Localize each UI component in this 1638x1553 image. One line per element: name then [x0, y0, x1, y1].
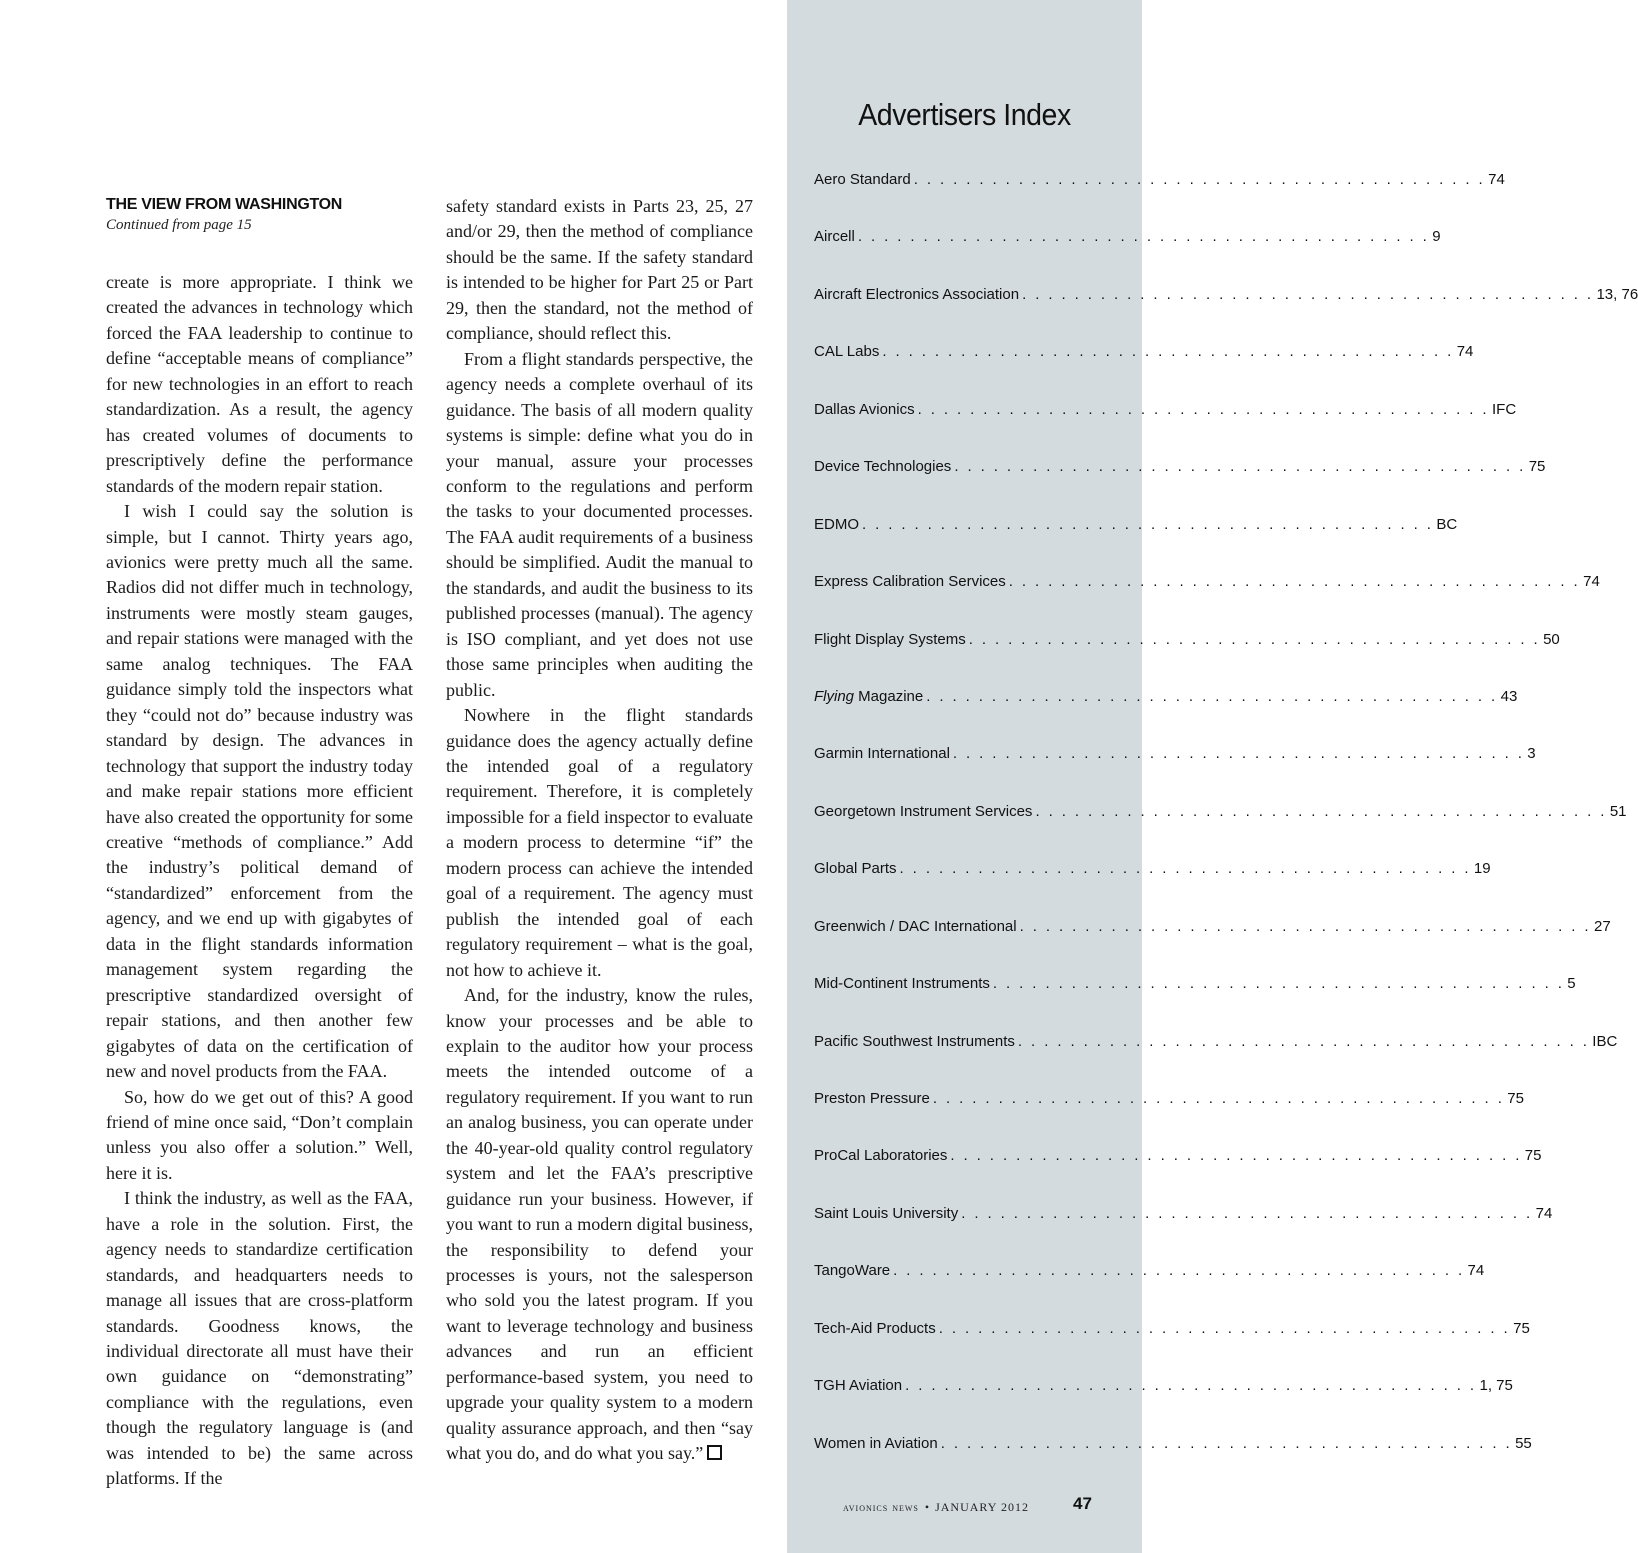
advertiser-entry	[814, 1027, 1618, 1084]
advertiser-name	[814, 1314, 936, 1344]
page-footer	[843, 1494, 1092, 1516]
advertiser-entry	[814, 682, 1518, 739]
advertiser-entry	[814, 854, 1491, 911]
advertiser-entry	[814, 1371, 1513, 1428]
paragraph: From a flight standards perspective, the agency needs a complete overhaul of its guidance. The basis of all modern quality systems is simple: define what you do in your manual, assure your processes conform to the regulations and perform the tasks to your documented processes. The FAA audit requirements of a business should be simplified. Audit the manual to the standards, and audit the business to its published processes (manual). The agency is ISO compliant, and yet does not use those same principles when auditing the public.	[446, 348, 753, 700]
dot-leader: . . . . . . . . . . . . . . . . . . . . . . . . . . . . . . . . . . . . . . . . . . . .	[862, 515, 1434, 533]
advertiser-name	[814, 625, 966, 655]
advertiser-name	[814, 1084, 930, 1114]
dot-leader: . . . . . . . . . . . . . . . . . . . . . . . . . . . . . . . . . . . . . . . . . . . .	[952, 745, 1525, 763]
paragraph: I think the industry, as well as the FAA, have a role in the solution. First, the agency needs to standardize certification standards, and headquarters needs to manage all issues that are cross-platform standards. Goodness knows, the individual directorate all must have their own guidance on “demonstrating” compliance with the regulations, even though the regulatory language is (and was intended to be) the same across platforms. If the	[106, 1188, 413, 1489]
dot-leader: . . . . . . . . . . . . . . . . . . . . . . . . . . . . . . . . . . . . . . . . . . . .	[954, 458, 1526, 476]
advertiser-name-text: Dallas Avionics	[814, 400, 915, 418]
dot-leader: . . . . . . . . . . . . . . . . . . . . . . . . . . . . . . . . . . . . . . . . . . . .	[938, 1319, 1511, 1337]
advertiser-entry	[814, 222, 1441, 279]
advertiser-name-text: ProCal Laboratories	[814, 1147, 948, 1165]
dot-leader: . . . . . . . . . . . . . . . . . . . . . . . . . . . . . . . . . . . . . . . . . . . .	[932, 1090, 1505, 1107]
advertiser-name-text: Aero Standard	[814, 171, 911, 188]
advertiser-name	[814, 1371, 902, 1401]
dot-leader: . . . . . . . . . . . . . . . . . . . . . . . . . . . . . . . . . . . . . . . . . . . .	[992, 975, 1565, 993]
issue-date: JANUARY 2012	[935, 1500, 1029, 1514]
dot-leader: . . . . . . . . . . . . . . . . . . . . . . . . . . . . . . . . . . . . . . . . . . . .	[917, 400, 1489, 418]
advertiser-entry	[814, 337, 1474, 394]
advertiser-entry	[814, 969, 1576, 1026]
advertiser-name	[814, 222, 855, 252]
advertiser-page: 75	[1524, 1147, 1542, 1165]
advertiser-name	[814, 969, 990, 999]
advertiser-page: 5	[1567, 975, 1576, 993]
advertiser-name-text: Saint Louis University	[814, 1204, 959, 1222]
dot-leader: . . . . . . . . . . . . . . . . . . . . . . . . . . . . . . . . . . . . . . . . . . . .	[905, 1377, 1477, 1395]
dot-leader: . . . . . . . . . . . . . . . . . . . . . . . . . . . . . . . . . . . . . . . . . . . .	[893, 1262, 1465, 1280]
article-column-2	[446, 194, 753, 1467]
footer-bullet: •	[924, 1500, 930, 1514]
dot-leader: . . . . . . . . . . . . . . . . . . . . . . . . . . . . . . . . . . . . . . . . . . . .	[926, 687, 1498, 705]
advertiser-name	[814, 739, 950, 769]
paragraph	[446, 983, 753, 1467]
dot-leader: . . . . . . . . . . . . . . . . . . . . . . . . . . . . . . . . . . . . . . . . . . . .	[899, 860, 1471, 878]
advertiser-entry	[814, 567, 1600, 624]
advertiser-name-text: Flight Display Systems	[814, 630, 966, 648]
advertiser-name-text: Express Calibration Services	[814, 573, 1006, 591]
advertiser-entry	[814, 739, 1536, 796]
advertiser-page: 75	[1513, 1319, 1530, 1337]
advertiser-name	[814, 452, 951, 482]
advertiser-name-text: CAL Labs	[814, 343, 880, 361]
advertiser-name-text: TangoWare	[814, 1262, 891, 1280]
advertiser-page: 50	[1543, 630, 1560, 648]
advertiser-page: 74	[1535, 1204, 1553, 1222]
advertiser-entry	[814, 395, 1517, 452]
advertiser-name-text: Aircell	[814, 228, 855, 246]
advertisers-list	[814, 165, 1638, 1486]
advertiser-name	[814, 682, 923, 712]
advertiser-page: 74	[1583, 573, 1600, 591]
advertiser-entry	[814, 1256, 1485, 1313]
advertisers-sidebar	[787, 0, 1638, 1553]
end-mark-icon	[707, 1445, 722, 1460]
advertiser-name-text: Aircraft Electronics Association	[814, 285, 1020, 303]
advertiser-page: 27	[1593, 917, 1611, 935]
dot-leader: . . . . . . . . . . . . . . . . . . . . . . . . . . . . . . . . . . . . . . . . . . . .	[940, 1434, 1513, 1452]
advertiser-entry	[814, 452, 1546, 509]
advertiser-name	[814, 797, 1032, 827]
advertiser-name	[814, 1256, 890, 1286]
advertiser-name	[814, 165, 911, 195]
advertiser-name	[814, 1429, 938, 1459]
dot-leader: . . . . . . . . . . . . . . . . . . . . . . . . . . . . . . . . . . . . . . . . . . . .	[882, 343, 1454, 361]
advertiser-page: 75	[1507, 1090, 1524, 1107]
dot-leader: . . . . . . . . . . . . . . . . . . . . . . . . . . . . . . . . . . . . . . . . . . . .	[857, 228, 1430, 246]
advertiser-page: IFC	[1491, 400, 1517, 418]
advertiser-page: 51	[1609, 802, 1627, 820]
advertiser-name	[814, 395, 915, 425]
page-number: 47	[1073, 1494, 1092, 1513]
advertiser-name-italic: Flying	[814, 687, 855, 705]
dot-leader: . . . . . . . . . . . . . . . . . . . . . . . . . . . . . . . . . . . . . . . . . . . .	[1019, 917, 1591, 935]
continued-note: Continued from page 15	[106, 217, 252, 233]
advertiser-name-text: Global Parts	[814, 860, 897, 878]
advertiser-page: 74	[1488, 171, 1505, 188]
advertiser-name-text: Georgetown Instrument Services	[814, 802, 1033, 820]
advertiser-entry	[814, 165, 1505, 222]
advertiser-name-text: TGH Aviation	[814, 1377, 903, 1395]
advertiser-name	[814, 510, 859, 540]
advertiser-page: 75	[1528, 458, 1546, 476]
advertiser-name-text: Preston Pressure	[814, 1090, 930, 1107]
paragraph-text: And, for the industry, know the rules, know your processes and be able to explain to the auditor how your process meets the intended outcome of a regulatory requirement. If you want to run an analog business, you can operate under the 40-year-old quality control regulatory system and let the FAA’s prescriptive guidance run your business. However, if you want to run a modern digital business, the responsibility to defend your processes is yours, not the salesperson who sold you the latest program. If you want to leverage technology and business advances and run an efficient performance-based system, you need to upgrade your quality system to a modern quality assurance approach, and then “say what you do, and do what you say.”	[446, 985, 753, 1464]
advertiser-page: 9	[1432, 228, 1441, 246]
section-title: THE VIEW FROM WASHINGTON	[106, 196, 343, 213]
advertiser-entry	[814, 510, 1458, 567]
dot-leader: . . . . . . . . . . . . . . . . . . . . . . . . . . . . . . . . . . . . . . . . . . . .	[950, 1147, 1522, 1165]
paragraph: I wish I could say the solution is simple, but I cannot. Thirty years ago, avionics were pretty much all the same. Radios did not differ much in technology, instruments were mostly steam gauges, and repair stations were managed with the same analog techniques. The FAA guidance simply told the inspectors what they “could not do” because industry was standard by design. The advances in technology that support the industry today and make repair stations more efficient have also created the opportunity for some creative “methods of compliance.” Add the industry’s political demand of “standardized” enforcement from the agency, and we end up with gigabytes of data in the flight standards information management system regarding the prescriptive standardized oversight of repair stations, and then another few gigabytes of data on the certification of new and novel products from the FAA.	[106, 501, 413, 1082]
advertiser-entry	[814, 912, 1611, 969]
advertiser-name	[814, 854, 897, 884]
advertiser-page: 55	[1515, 1434, 1532, 1452]
advertiser-name-text: Pacific Southwest Instruments	[814, 1032, 1015, 1050]
advertiser-page: 3	[1527, 745, 1536, 763]
advertisers-title: Advertisers Index	[858, 97, 1071, 132]
advertiser-name-text: Women in Aviation	[814, 1434, 938, 1452]
advertiser-name	[814, 567, 1006, 597]
advertiser-name	[814, 1141, 947, 1171]
paragraph: create is more appropriate. I think we created the advances in technology which forced the FAA leadership to continue to define “acceptable means of compliance” for new technologies in an effort to reach standardization. As a result, the agency has created volumes of documents to prescriptively define the performance standards of the modern repair station.	[106, 272, 413, 496]
advertiser-page: 1, 75	[1479, 1377, 1513, 1395]
advertiser-name-text: Device Technologies	[814, 458, 952, 476]
dot-leader: . . . . . . . . . . . . . . . . . . . . . . . . . . . . . . . . . . . . . . . . . . . .	[968, 630, 1541, 648]
advertiser-name-text: Mid-Continent Instruments	[814, 975, 990, 993]
advertiser-name-text: Tech-Aid Products	[814, 1319, 936, 1337]
advertiser-name-text: Garmin International	[814, 745, 950, 763]
paragraph: So, how do we get out of this? A good friend of mine once said, “Don’t complain unless you also offer a solution.” Well, here it is.	[106, 1086, 413, 1183]
advertiser-name	[814, 1027, 1015, 1057]
advertiser-entry	[814, 1429, 1532, 1486]
dot-leader: . . . . . . . . . . . . . . . . . . . . . . . . . . . . . . . . . . . . . . . . . . . .	[1022, 285, 1594, 303]
advertiser-name-text: Magazine	[854, 687, 924, 705]
advertiser-name	[814, 1199, 958, 1229]
advertiser-entry	[814, 280, 1638, 337]
advertiser-entry	[814, 625, 1560, 682]
advertiser-page: 43	[1500, 687, 1518, 705]
dot-leader: . . . . . . . . . . . . . . . . . . . . . . . . . . . . . . . . . . . . . . . . . . . .	[961, 1204, 1533, 1222]
advertiser-name-text: Greenwich / DAC International	[814, 917, 1017, 935]
paragraph: Nowhere in the flight standards guidance does the agency actually define the intended goal of a regulatory requirement. Therefore, it is completely impossible for a field inspector to evaluate a modern process to determine “if” the modern process can achieve the intended goal of a requirement. The agency must publish the intended goal of each regulatory requirement – what is the goal, not how to achieve it.	[446, 705, 753, 980]
dot-leader: . . . . . . . . . . . . . . . . . . . . . . . . . . . . . . . . . . . . . . . . . . . .	[913, 171, 1486, 188]
advertiser-page: 19	[1473, 860, 1491, 878]
publication-name: avionics news	[843, 1500, 919, 1514]
advertiser-entry	[814, 1084, 1524, 1141]
advertiser-name	[814, 280, 1019, 310]
dot-leader: . . . . . . . . . . . . . . . . . . . . . . . . . . . . . . . . . . . . . . . . . . . .	[1035, 802, 1607, 820]
dot-leader: . . . . . . . . . . . . . . . . . . . . . . . . . . . . . . . . . . . . . . . . . . . .	[1017, 1032, 1590, 1050]
advertiser-page: 74	[1456, 343, 1474, 361]
dot-leader: . . . . . . . . . . . . . . . . . . . . . . . . . . . . . . . . . . . . . . . . . . . .	[1008, 573, 1581, 591]
advertiser-name	[814, 337, 879, 367]
article-column-1	[106, 270, 413, 1492]
advertiser-page: 13, 76	[1596, 285, 1638, 303]
advertiser-name-text: EDMO	[814, 515, 859, 533]
paragraph: safety standard exists in Parts 23, 25, 27 and/or 29, then the method of compliance should be the same. If the safety standard is intended to be higher for Part 25 or Part 29, then the standard, not the method of compliance, should reflect this.	[446, 196, 753, 344]
advertiser-entry	[814, 797, 1627, 854]
advertiser-name	[814, 912, 1017, 942]
advertiser-entry	[814, 1314, 1530, 1371]
advertiser-entry	[814, 1199, 1553, 1256]
advertiser-page: IBC	[1592, 1032, 1618, 1050]
advertiser-page: 74	[1467, 1262, 1485, 1280]
advertiser-entry	[814, 1141, 1542, 1198]
advertiser-page: BC	[1436, 515, 1458, 533]
